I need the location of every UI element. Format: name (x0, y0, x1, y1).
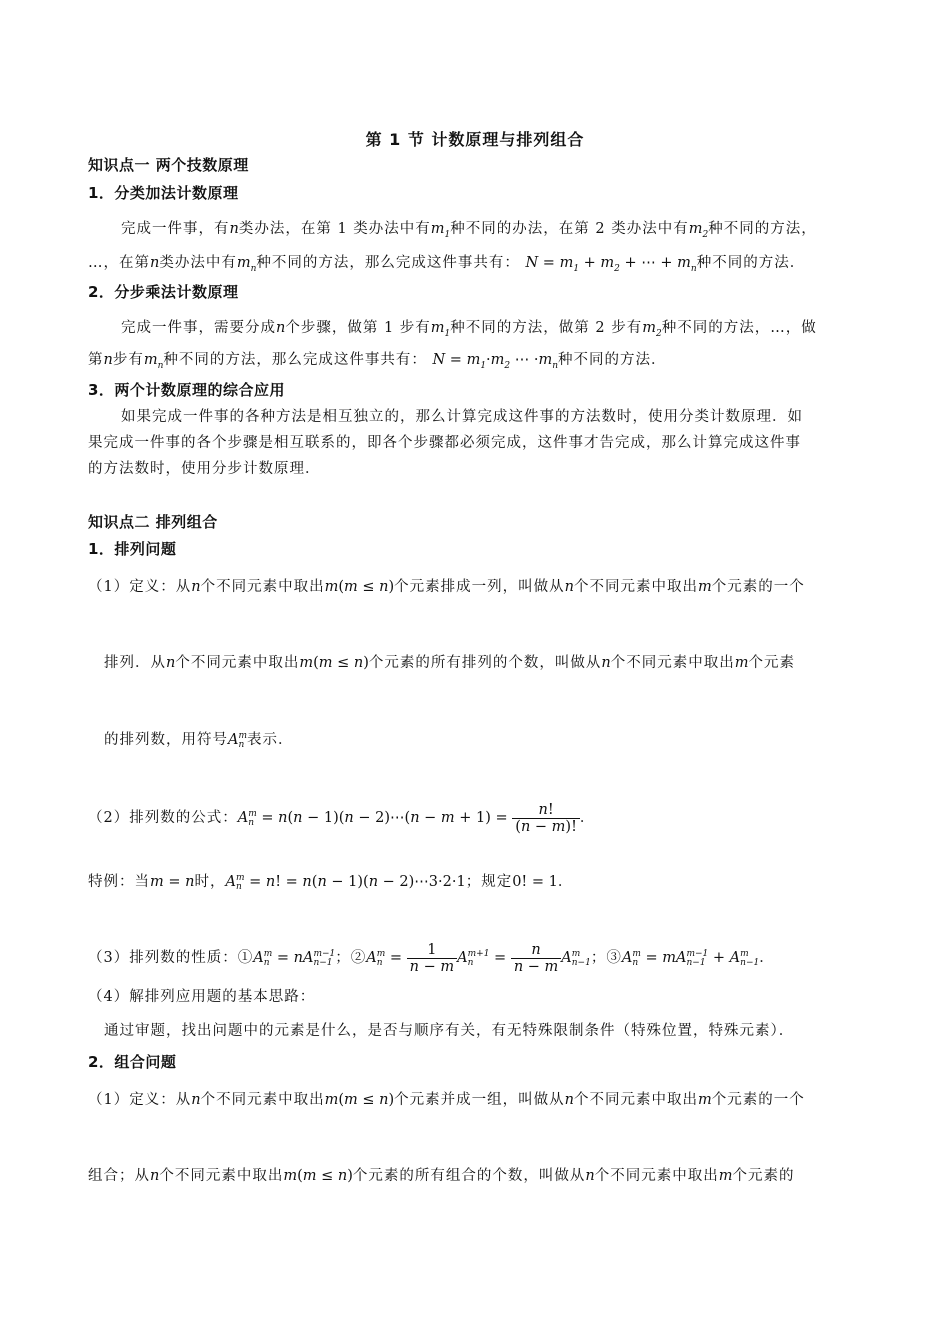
kp1-s3-line2: 果完成一件事的各个步骤是相互联系的，即各个步骤都必须完成，这件事才告完成，那么计算完成这件事 (88, 435, 801, 451)
page-title: 第 1 节 计数原理与排列组合 (365, 130, 585, 149)
perm-def-line2: 排列．从n个不同元素中取出m(m ≤ n)个元素的所有排列的个数，叫做从n个不同元素中取出m个元素 (104, 655, 795, 671)
kp1-s3-line3: 的方法数时，使用分步计数原理． (88, 461, 321, 477)
perm-def-line3: 的排列数，用符号A m n 表示． (104, 731, 294, 750)
kp1-heading: 知识点一 两个技数原理 (88, 156, 249, 174)
kp1-s2-line1: 完成一件事，需要分成n个步骤，做第 1 步有$m_1$种不同的方法，做第 2 步有$m_2$种不同的方法，…，做 (121, 320, 817, 339)
kp1-s3-line1: 如果完成一件事的各种方法是相互独立的，那么计算完成这件事的方法数时，使用分类计数原理．如 (121, 409, 803, 425)
perm-formula-line: （2）排列数的公式：A m n = n(n − 1)(n − 2)⋯(n − m + 1) = $\frac{n!}{(n - m)!}$ ． (88, 801, 596, 835)
perm-idea-text: 通过审题，找出问题中的元素是什么，是否与顺序有关，有无特殊限制条件（特殊位置，特殊元素）． (104, 1023, 795, 1039)
kp1-s1-heading: 1．分类加法计数原理 (88, 184, 239, 202)
kp1-s2-line2: 第n步有$m_n$种不同的方法，那么完成这件事共有： $N = m_1\cdot m_2$ ⋯ $\cdot m_n$种不同的方法． (88, 352, 667, 371)
kp2-s2-heading: 2．组合问题 (88, 1053, 177, 1071)
perm-symbol: A m n (228, 731, 248, 750)
perm-special-line: 特例：当m = n时，A m n = n! = n(n − 1)(n − 2)⋯3·2·1；规定0! = 1． (88, 873, 574, 892)
comb-def-line2: 组合；从n个不同元素中取出m(m ≤ n)个元素的所有组合的个数，叫做从n个不同元素中取出m个元素的 (88, 1168, 795, 1184)
sum-rule-formula: N (525, 255, 539, 271)
perm-idea-label: （4）解排列应用题的基本思路： (88, 989, 316, 1005)
product-rule-formula: N (432, 352, 446, 368)
kp1-s1-line2: …，在第n类办法中有$m_n$种不同的方法，那么完成这件事共有： $N = m_1 + m_2$ + ⋯ + $m_n$种不同的方法． (88, 255, 806, 274)
kp1-s1-line1: 完成一件事，有n类办法，在第 1 类办法中有$m_1$种不同的办法，在第 2 类办法中有$m_2$种不同的方法， (121, 221, 817, 240)
comb-def-line1: （1）定义：从n个不同元素中取出m(m ≤ n)个元素并成一组，叫做从n个不同元素中取出m个元素的一个 (88, 1092, 805, 1108)
perm-properties-line: （3）排列数的性质：①A m n = nA m−1 n−1 ；②A m n = $\frac{1}{n - m}$ A m+1 n = $\frac{n}{n - m}$ A m n−1 ；③A m n = mA m−1 n−1 + A m n−1 ． (88, 941, 775, 975)
kp1-s3-heading: 3．两个计数原理的综合应用 (88, 381, 285, 399)
kp2-s1-heading: 1．排列问题 (88, 540, 177, 558)
kp2-heading: 知识点二 排列组合 (88, 513, 218, 531)
perm-def-line1: （1）定义：从n个不同元素中取出m(m ≤ n)个元素排成一列，叫做从n个不同元素中取出m个元素的一个 (88, 579, 805, 595)
kp1-s2-heading: 2．分步乘法计数原理 (88, 283, 239, 301)
